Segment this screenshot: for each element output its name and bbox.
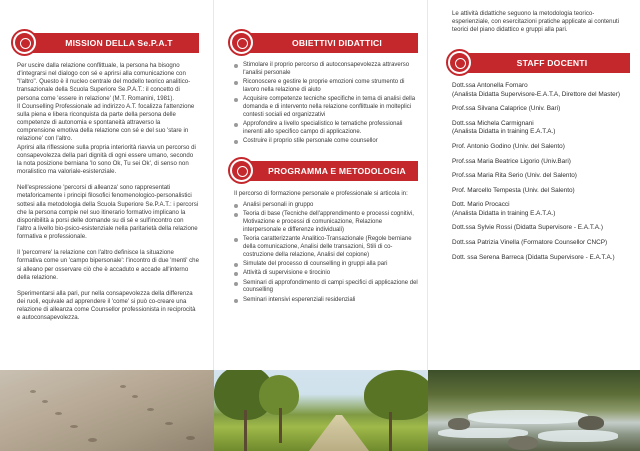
list-item: Costruire il proprio stile personale come counsellor xyxy=(234,138,418,146)
mission-title: MISSION DELLA Se.P.A.T xyxy=(29,33,199,53)
logo-badge-icon xyxy=(228,29,255,56)
list-item: Teoria caratterizzante Analitico-Transazionale (Regole berniane della comunicazione, Analisi delle transazioni, Stili di co-costruzione della relazione, Analisi del copione) xyxy=(234,236,418,259)
photo-strip xyxy=(0,370,640,451)
staff-role: (Univ.Bari) xyxy=(541,157,571,165)
staff-role: (Analista Didatta in training E.A.T.A.) xyxy=(452,128,556,136)
mission-paragraph-2: Il Counselling Professionale ad indirizzo A.T. focalizza l'attenzione sulla piena e libera riconquista da parte della persona delle competenze di autonomia e spontaneità attraverso la comprensione emotiva della relazione con sé e del suo 'stare in relazione' con l'altro. xyxy=(17,102,195,143)
programme-list xyxy=(234,202,418,305)
staff-role: (Univ. del Salento) xyxy=(524,172,577,180)
staff-name: Dott.ssa Patrizia Vinella xyxy=(452,239,520,247)
staff-role: (Didatta Supervisore - E.A.T.A.) xyxy=(513,224,603,232)
staff-header xyxy=(452,52,630,74)
programme-title: PROGRAMMA E METODOLOGIA xyxy=(246,161,418,181)
staff-name: Prof. Antonio Godino xyxy=(452,143,511,151)
staff-role: (Univ. del Salento) xyxy=(512,143,565,151)
programme-intro: Il percorso di formazione personale e professionale si articola in: xyxy=(234,189,408,197)
beach-footprints-photo xyxy=(0,370,214,451)
mission-paragraph-4: Nell'espressione 'percorsi di alleanza' sono rappresentati metaforicamente i principi filosofici fenomenologico-personalistici sottesi alla metodologia della Scuola Superiore Se.P.A.T.: i percorsi che la persona compie nel suo itinerario formativo implicano la disponibilità a porsi delle domande su di sé e sull'incontro con l'altro a livello bio-psico-esistenziale nella paritarietà della relazione formativa e professionale. xyxy=(17,184,199,241)
staff-role: (Univ. del Salento) xyxy=(522,186,575,194)
objectives-list xyxy=(234,62,418,146)
mission-paragraph-6: Sperimentarsi alla pari, pur nella consapevolezza della differenza dei ruoli, equivale ad apprendere il 'come' si può co-creare una relazione di alleanza come Counsellor professionista in reciprocità e autoconsapevolezza. xyxy=(17,289,196,322)
staff-member xyxy=(452,143,630,151)
staff-name: Prof.ssa Maria Rita Serio xyxy=(452,172,524,180)
list-item: Analisi personali in gruppo xyxy=(234,202,418,210)
list-item: Simulate del processo di counselling in gruppi alla pari xyxy=(234,261,418,269)
list-item: Riconoscere e gestire le proprie emozioni come strumento di lavoro nella relazione di aiuto xyxy=(234,79,418,95)
list-item: Acquisire competenze tecniche specifiche in tema di analisi della domanda e di intervento nella relazione conflittuale in molteplici contesti sociali ed organizzativi xyxy=(234,96,418,119)
mission-column xyxy=(0,0,212,370)
tree-avenue-photo xyxy=(214,370,428,451)
list-item: Teoria di base (Tecniche dell'apprendimento e processi cognitivi, Motivazione e processi di comunicazione, Relazione interpersonale e differenze individuali) xyxy=(234,211,418,234)
staff-list xyxy=(452,82,630,262)
river-stream-photo xyxy=(428,370,640,451)
objectives-header xyxy=(234,32,418,54)
logo-badge-icon xyxy=(228,157,255,184)
staff-title: STAFF DOCENTI xyxy=(464,53,630,73)
staff-name: Prof. Marcello Tempesta xyxy=(452,186,521,194)
objectives-title: OBIETTIVI DIDATTICI xyxy=(246,33,418,53)
mission-header xyxy=(17,32,199,54)
mission-paragraph-3: Aprirsi alla riflessione sulla propria interiorità riavvia un percorso di consapevolezza della pari dignità di ogni essere umano, secondo la nota posizione berniana 'Io sono Ok, Tu sei Ok', di senso non moralistico ma valoriale-esistenziale. xyxy=(17,143,196,176)
staff-name: Dott.ssa Michela Carmignani xyxy=(452,120,534,128)
staff-member xyxy=(452,224,630,232)
list-item: Seminari intensivi esperenziali residenziali xyxy=(234,297,418,305)
staff-member xyxy=(452,158,630,166)
staff-member xyxy=(452,201,630,218)
list-item: Seminari di approfondimento di campi specifici di applicazione del counselling xyxy=(234,280,418,296)
staff-column xyxy=(428,0,640,370)
staff-role: (Univ. Bari) xyxy=(528,105,561,113)
staff-member xyxy=(452,254,630,262)
list-item: Stimolare il proprio percorso di autoconsapevolezza attraverso l'analisi personale xyxy=(234,62,418,78)
staff-member xyxy=(452,105,630,113)
staff-name: Dott.ssa Sylvie Rossi xyxy=(452,224,513,232)
staff-role: (Analista Didatta in training E.A.T.A.) xyxy=(452,209,556,217)
mission-paragraph-1: Per uscire dalla relazione conflittuale, la persona ha bisogno d'integrarsi nel dialogo con sé e aprirsi alla comunicazione con "l'altro". Questo è il nucleo centrale del modello teorico analitico-transazionale della Scuola Superiore Se.P.A.T.: il concetto di persona come 'essere in relazione' (M.T. Romanini, 1981). xyxy=(17,62,191,102)
methodology-note: Le attività didattiche seguono la metodologia teorico-esperienziale, con esercitazioni pratiche applicate ai contenuti teorici del piano didattico e gruppi alla pari. xyxy=(452,10,620,34)
mission-paragraph-5: Il 'percorrere' la relazione con l'altro definisce la situazione formativa come un 'campo bipersonale': l'incontro di due 'menti' che si alleano per osservare ciò che è accaduto e accade all'interno della relazione. xyxy=(17,249,199,281)
list-item: Approfondire a livello specialistico le tematiche professionali inerenti allo specifico campo di applicazione. xyxy=(234,121,418,137)
staff-name: Dott. ssa Serena Barreca xyxy=(452,253,524,261)
staff-role: (Didatta Supervisore - E.A.T.A.) xyxy=(525,253,615,261)
staff-member xyxy=(452,239,630,247)
objectives-column xyxy=(214,0,426,370)
staff-name: Prof.ssa Maria Beatrice Ligorio xyxy=(452,157,540,165)
staff-member xyxy=(452,120,630,137)
programme-header xyxy=(234,160,418,182)
list-item: Attività di supervisione e tirocinio xyxy=(234,270,418,278)
staff-name: Dott.ssa Antonella Fornaro xyxy=(452,82,528,90)
staff-member xyxy=(452,172,630,180)
staff-name: Prof.ssa Silvana Calaprice xyxy=(452,105,527,113)
staff-role: (Analista Didatta Supervisore-E.A.T.A, Direttore del Master) xyxy=(452,90,620,98)
staff-member xyxy=(452,82,630,99)
staff-role: (Formatore Counsellor CNCP) xyxy=(521,239,608,247)
staff-member xyxy=(452,187,630,195)
logo-badge-icon xyxy=(11,29,38,56)
staff-name: Dott. Mario Procacci xyxy=(452,201,510,209)
